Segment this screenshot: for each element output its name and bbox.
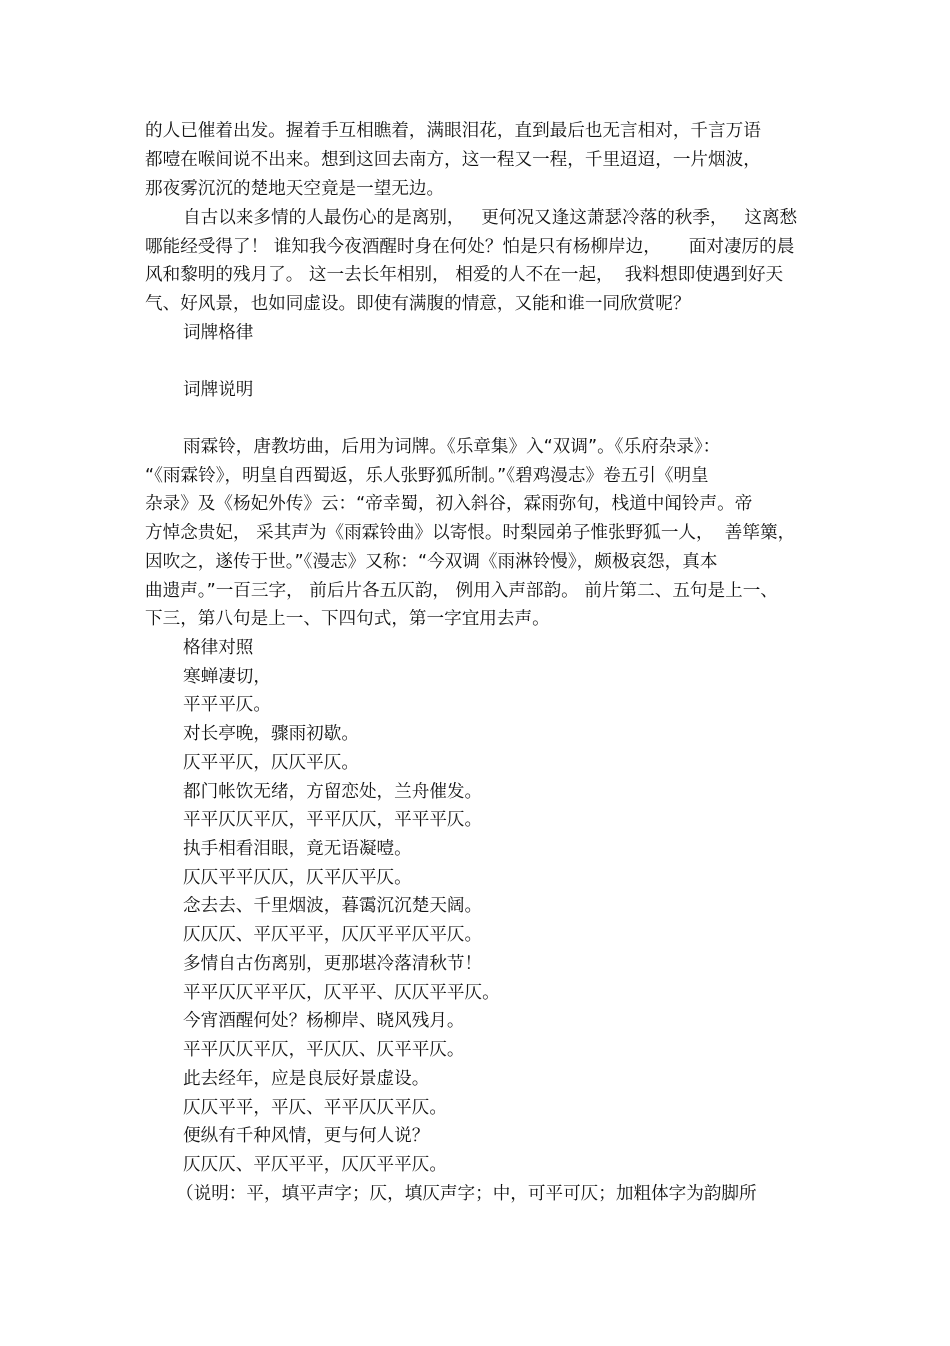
lyric-line: 念去去、千里烟波，暮霭沉沉楚天阔。	[183, 896, 483, 916]
translation-line: 的人已催着出发。握着手互相瞧着，满眼泪花，直到最后也无言相对，千言万语	[145, 121, 761, 141]
tone-pattern-line: 平平平仄。	[183, 695, 271, 715]
description-line: 曲遗声。”一百三字， 前后片各五仄韵， 例用入声部韵。 前片第二、五句是上一、	[145, 581, 778, 601]
translation-line: 那夜雾沉沉的楚地天空竟是一望无边。	[145, 179, 445, 199]
tone-pattern-line: 仄仄仄、平仄平平，仄仄平平仄平仄。	[183, 925, 483, 945]
translation-line: 都噎在喉间说不出来。想到这回去南方，这一程又一程，千里迢迢，一片烟波，	[145, 150, 761, 170]
translation-line: 自古以来多情的人最伤心的是离别， 更何况又逢这萧瑟冷落的秋季， 这离愁	[183, 208, 798, 228]
lyric-line: 今宵酒醒何处？杨柳岸、晓风残月。	[183, 1011, 465, 1031]
tone-pattern-line: 仄平平仄，仄仄平仄。	[183, 753, 359, 773]
description-line: 方悼念贵妃， 采其声为《雨霖铃曲》以寄恨。时梨园弟子惟张野狐一人， 善筚篥，	[145, 523, 796, 543]
lyric-line: 多情自古伤离别，更那堪冷落清秋节！	[183, 954, 483, 974]
tone-pattern-line: 平平仄仄平仄，平平仄仄，平平平仄。	[183, 810, 483, 830]
tone-pattern-line: 仄仄平平，平仄、平平仄仄平仄。	[183, 1098, 447, 1118]
description-line: 因吹之，遂传于世。”《漫志》又称：“今双调《雨淋铃慢》，颇极哀怨，真本	[145, 552, 718, 572]
tone-pattern-line: 仄仄平平仄仄，仄平仄平仄。	[183, 868, 412, 888]
tone-pattern-line: 平平仄仄平仄，平仄仄、仄平平仄。	[183, 1040, 465, 1060]
description-line: “《雨霖铃》，明皇自西蜀返，乐人张野狐所制。”《碧鸡漫志》卷五引《明皇	[145, 466, 709, 486]
translation-line: 哪能经受得了！ 谁知我今夜酒醒时身在何处？怕是只有杨柳岸边， 面对凄厉的晨	[145, 237, 795, 257]
translation-line: 风和黎明的残月了。 这一去长年相别， 相爱的人不在一起， 我料想即使遇到好天	[145, 265, 784, 285]
legend-note: （说明：平，填平声字；仄，填仄声字；中，可平可仄；加粗体字为韵脚所	[176, 1184, 757, 1204]
tone-pattern-line: 仄仄仄、平仄平平，仄仄平平仄。	[183, 1155, 447, 1175]
section-heading-duizhao: 格律对照	[183, 638, 254, 658]
lyric-line: 执手相看泪眼，竟无语凝噎。	[183, 839, 412, 859]
translation-line: 气、好风景，也如同虚设。即使有满腹的情意，又能和谁一同欣赏呢？	[145, 294, 691, 314]
tone-pattern-line: 平平仄仄平平仄，仄平平、仄仄平平仄。	[183, 983, 500, 1003]
lyric-line: 都门帐饮无绪，方留恋处，兰舟催发。	[183, 782, 483, 802]
description-line: 下三，第八句是上一、下四句式，第一字宜用去声。	[145, 609, 550, 629]
lyric-line: 便纵有千种风情，更与何人说？	[183, 1126, 430, 1146]
section-heading-shuoming: 词牌说明	[183, 380, 254, 400]
lyric-line: 寒蝉凄切，	[183, 667, 271, 687]
lyric-line: 对长亭晚，骤雨初歇。	[183, 724, 359, 744]
description-line: 雨霖铃，唐教坊曲，后用为词牌。《乐章集》入“双调”。《乐府杂录》：	[183, 437, 721, 457]
description-line: 杂录》及《杨妃外传》云：“帝幸蜀，初入斜谷，霖雨弥旬，栈道中闻铃声。帝	[145, 494, 753, 514]
lyric-line: 此去经年，应是良辰好景虚设。	[183, 1069, 430, 1089]
section-heading-gelv: 词牌格律	[183, 323, 254, 343]
